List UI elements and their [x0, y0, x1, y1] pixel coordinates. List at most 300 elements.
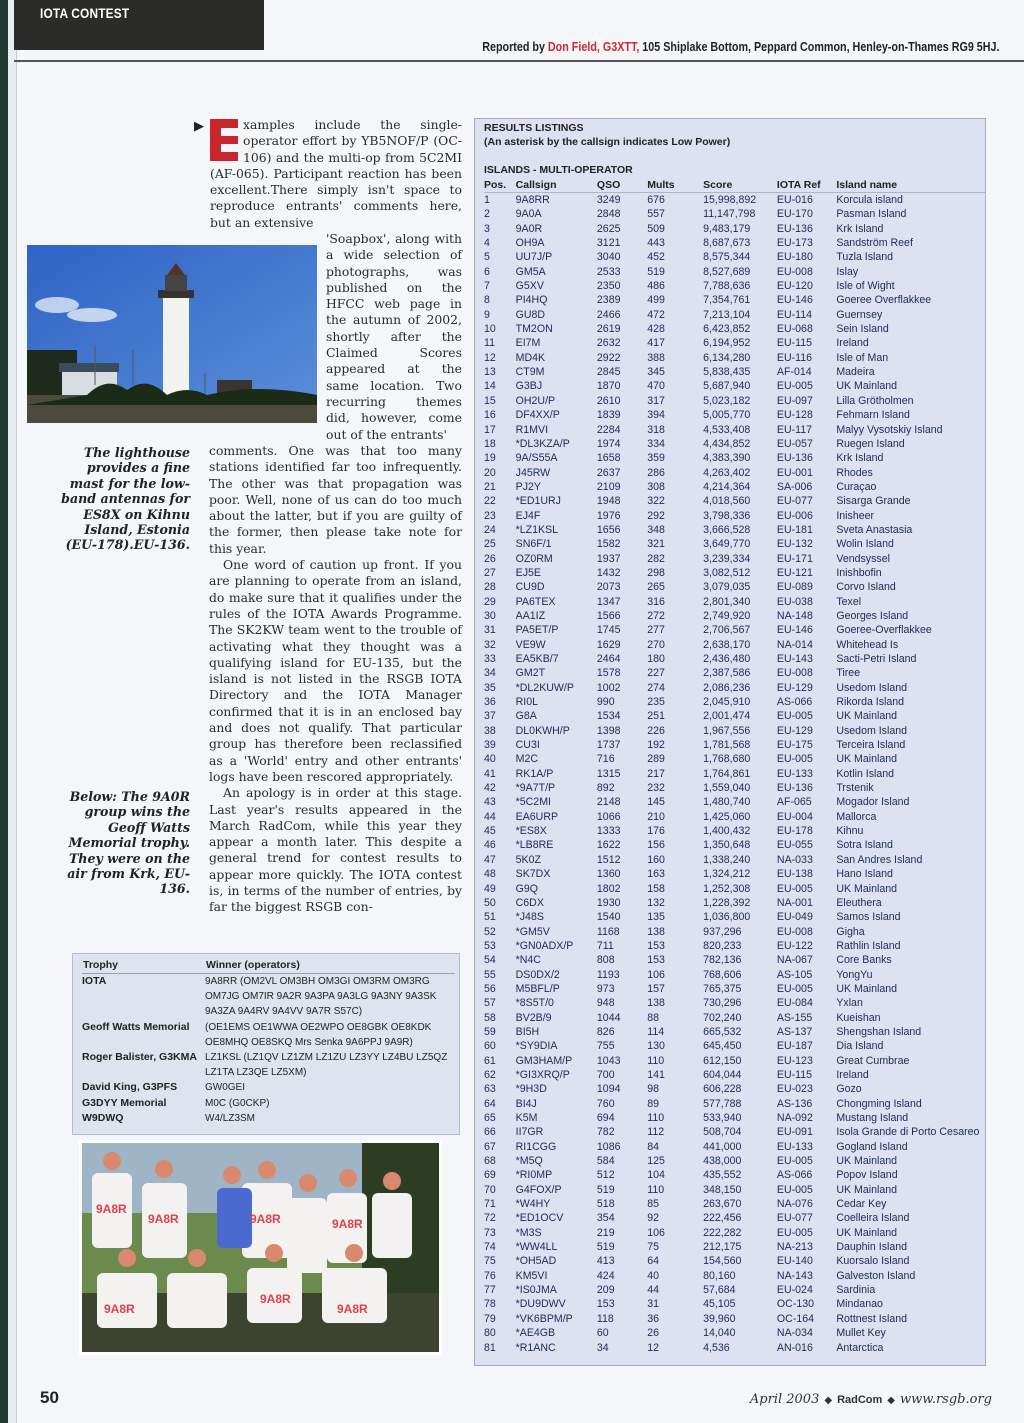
position: 28: [484, 581, 496, 594]
mults: 292: [647, 509, 665, 522]
island-name: Dauphin Island: [836, 1241, 908, 1254]
callsign: AA1IZ: [515, 609, 546, 622]
trophy-row: [82, 1096, 455, 1111]
results-row: [484, 1269, 985, 1283]
qso-count: 2845: [596, 366, 621, 379]
island-name: Sein Island: [836, 323, 889, 336]
iota-ref: EU-171: [776, 552, 813, 565]
iota-ref: EU-146: [776, 624, 813, 637]
score: 4,533,408: [703, 423, 751, 436]
score: 39,960: [703, 1312, 736, 1325]
mults: 321: [647, 538, 665, 551]
callsign: OH2U/P: [515, 394, 556, 407]
qso-count: 34: [596, 1341, 609, 1354]
iota-ref: NA-213: [776, 1241, 813, 1254]
callsign: *M5Q: [515, 1155, 543, 1168]
callsign: *AE4GB: [515, 1327, 556, 1340]
island-name: Sacti-Petri Island: [836, 653, 917, 665]
callsign: OZ0RM: [515, 552, 553, 565]
position: 10: [484, 323, 496, 336]
iota-ref: EU-005: [776, 380, 813, 393]
results-row: [484, 1054, 985, 1068]
iota-ref: EU-005: [776, 710, 813, 723]
results-row: [484, 222, 985, 236]
results-row: [484, 351, 985, 365]
position: 3: [484, 222, 490, 235]
byline: [483, 40, 1000, 54]
island-name: Kotlin Island: [836, 767, 895, 780]
mults: 282: [647, 552, 665, 565]
position: 72: [484, 1212, 496, 1225]
iota-ref: NA-067: [776, 954, 813, 967]
mults: 210: [647, 810, 665, 823]
score: 3,082,512: [703, 566, 751, 579]
callsign: VE9W: [515, 638, 546, 651]
qso-count: 2848: [596, 208, 621, 221]
mults: 272: [647, 609, 665, 622]
results-row: [484, 623, 985, 637]
position: 37: [484, 710, 496, 723]
mults: 114: [647, 1025, 665, 1038]
iota-ref: AS-105: [776, 968, 813, 981]
mults: 308: [647, 480, 665, 493]
iota-ref: EU-136: [776, 452, 813, 465]
mults: 98: [647, 1083, 660, 1096]
mults: 110: [647, 1054, 665, 1067]
winner-header: Winner (operators): [205, 957, 455, 974]
mults: 40: [647, 1269, 660, 1282]
position: 74: [484, 1241, 496, 1254]
iota-ref: EU-143: [776, 653, 813, 665]
score: 4,018,560: [703, 495, 751, 508]
score: 1,559,040: [703, 782, 751, 795]
score: 665,532: [703, 1025, 742, 1038]
position: 44: [484, 810, 496, 823]
qso-count: 1315: [596, 767, 621, 780]
callsign: M2C: [515, 753, 539, 766]
score: 2,638,170: [703, 638, 751, 651]
results-row: [484, 279, 985, 293]
results-row: [484, 423, 985, 437]
island-name: Fehmarn Island: [836, 409, 910, 422]
score: 45,105: [703, 1298, 736, 1311]
island-name: Malyy Vysotskiy Island: [836, 423, 943, 436]
island-name: Hano Island: [836, 868, 893, 881]
qso-count: 1948: [596, 495, 621, 508]
iota-ref: AN-016: [776, 1341, 813, 1354]
mults: 36: [647, 1312, 660, 1325]
position: 12: [484, 351, 496, 364]
island-name: Texel: [836, 595, 862, 608]
results-row: [484, 724, 985, 738]
position: 22: [484, 495, 496, 508]
callsign: 9A8RR: [515, 194, 550, 206]
score: 435,552: [703, 1169, 742, 1182]
qso-count: 354: [596, 1212, 615, 1225]
iota-ref: EU-114: [776, 308, 813, 321]
mults: 145: [647, 796, 665, 809]
callsign: *LB8RE: [515, 839, 554, 852]
position: 26: [484, 552, 496, 565]
position: 58: [484, 1011, 496, 1024]
island-name: Ireland: [836, 1068, 869, 1081]
island-name: Mullet Key: [836, 1327, 886, 1340]
results-row: [484, 738, 985, 752]
position: 45: [484, 825, 496, 838]
callsign: MD4K: [515, 351, 546, 364]
iota-ref: NA-034: [776, 1327, 813, 1340]
score: 3,239,334: [703, 552, 751, 565]
island-name: Eleuthera: [836, 896, 882, 909]
results-listing-box: [474, 118, 986, 1366]
position: 18: [484, 437, 496, 450]
mults: 428: [647, 323, 665, 336]
website-url[interactable]: www.rsgb.org: [900, 1392, 992, 1407]
mults: 106: [647, 968, 665, 981]
position: 64: [484, 1097, 496, 1110]
mults: 26: [647, 1327, 660, 1340]
score: 11,147,798: [703, 208, 756, 221]
score: 7,788,636: [703, 280, 751, 293]
col-mults: Mults: [647, 177, 703, 193]
qso-count: 519: [596, 1241, 615, 1254]
callsign: CT9M: [515, 366, 545, 379]
score: 508,704: [703, 1126, 742, 1139]
qso-count: 892: [596, 782, 615, 795]
position: 65: [484, 1112, 496, 1124]
position: 25: [484, 538, 496, 551]
mults: 132: [647, 896, 665, 909]
iota-ref: EU-136: [776, 222, 813, 235]
qso-count: 512: [596, 1169, 615, 1182]
score: 5,838,435: [703, 366, 751, 379]
footer-info: [750, 1391, 992, 1407]
score: 1,781,568: [703, 739, 751, 752]
qso-count: 209: [596, 1284, 615, 1297]
results-title: RESULTS LISTINGS: [484, 122, 584, 134]
results-row: [484, 537, 985, 551]
score: 6,134,280: [703, 351, 751, 364]
arrow-icon: ▶: [194, 118, 204, 133]
iota-ref: AS-066: [776, 1169, 813, 1182]
qso-count: 153: [596, 1298, 615, 1311]
iota-ref: EU-133: [776, 767, 813, 780]
position: 63: [484, 1083, 496, 1096]
island-name: Usedom Island: [836, 724, 908, 737]
position: 47: [484, 853, 496, 866]
score: 1,480,740: [703, 796, 751, 809]
iota-ref: EU-121: [776, 566, 813, 579]
island-name: Coelleira Island: [836, 1212, 910, 1225]
results-row: [484, 552, 985, 566]
island-name: Madeira: [836, 366, 875, 379]
trophy-table: [82, 957, 455, 1126]
results-row: [484, 1341, 985, 1355]
position: 68: [484, 1155, 496, 1168]
score: 820,233: [703, 939, 742, 952]
position: 1: [484, 194, 490, 206]
island-name: Kihnu: [836, 825, 864, 838]
mults: 486: [647, 280, 665, 293]
mults: 217: [647, 767, 665, 780]
callsign: *9H3D: [515, 1083, 547, 1096]
position: 55: [484, 968, 496, 981]
byline-address: 105 Shiplake Bottom, Peppard Common, Henley-on-Thames RG9 5HJ.: [639, 40, 1000, 54]
position: 76: [484, 1269, 496, 1282]
island-name: Sveta Anastasia: [836, 523, 913, 536]
qso-count: 1360: [596, 868, 621, 881]
iota-ref: EU-146: [776, 294, 813, 307]
island-name: Inishbofin: [836, 566, 882, 579]
score: 612,150: [703, 1054, 742, 1067]
trophy-name: IOTA: [82, 975, 107, 987]
results-row: [484, 638, 985, 652]
position: 5: [484, 251, 490, 264]
score: 1,400,432: [703, 825, 751, 838]
qso-count: 1737: [596, 739, 621, 752]
page-number: 50: [40, 1388, 59, 1407]
island-name: Guernsey: [836, 308, 883, 321]
score: 2,045,910: [703, 696, 751, 709]
iota-ref: EU-008: [776, 925, 813, 938]
callsign: DS0DX/2: [515, 968, 560, 981]
callsign: *5C2MI: [515, 796, 551, 809]
position: 49: [484, 882, 496, 895]
position: 69: [484, 1169, 496, 1182]
score: 3,798,336: [703, 509, 751, 522]
mults: 265: [647, 581, 665, 594]
results-note: (An asterisk by the callsign indicates Low Power): [484, 136, 731, 148]
trophy-box: [72, 953, 460, 1135]
island-name: Terceira Island: [836, 739, 906, 752]
position: 60: [484, 1040, 496, 1053]
score: 154,560: [703, 1255, 742, 1268]
iota-ref: EU-129: [776, 681, 813, 694]
mults: 31: [647, 1298, 660, 1311]
callsign: G3BJ: [515, 380, 543, 393]
results-row: [484, 767, 985, 781]
qso-count: 1002: [596, 681, 621, 694]
island-name: Mallorca: [836, 810, 877, 823]
trophy-name: G3DYY Memorial: [82, 1096, 167, 1109]
results-row: [484, 1254, 985, 1268]
col-qso: QSO: [597, 177, 647, 193]
qso-count: 584: [596, 1155, 615, 1168]
island-name: UK Mainland: [836, 882, 897, 895]
position: 9: [484, 308, 490, 321]
results-row: [484, 322, 985, 336]
position: 51: [484, 911, 496, 924]
byline-author: Don Field, G3XTT,: [548, 40, 640, 54]
paragraph-3: An apology is in order at this stage. Last year's results appeared in the March RadCom, while this year they appear a month later. This despite a general trend for contest results to appear more quickly. The IOTA contest is, in terms of the number of entries, by far the biggest RSGB con-: [209, 785, 462, 915]
results-row: [484, 867, 985, 881]
qso-count: 518: [596, 1198, 615, 1211]
island-name: Shengshan Island: [836, 1025, 922, 1038]
position: 62: [484, 1068, 496, 1081]
callsign: *GI3XRQ/P: [515, 1068, 570, 1081]
position: 48: [484, 868, 496, 881]
island-name: UK Mainland: [836, 982, 897, 995]
callsign: *GM5V: [515, 925, 550, 938]
mults: 12: [647, 1341, 660, 1354]
mults: 334: [647, 437, 665, 450]
mults: 348: [647, 523, 665, 536]
island-name: Pasman Island: [836, 208, 907, 221]
score: 6,423,852: [703, 323, 751, 336]
position: 61: [484, 1054, 496, 1067]
qso-count: 1656: [596, 523, 621, 536]
trophy-name: David King, G3PFS: [82, 1081, 178, 1094]
iota-ref: EU-024: [776, 1284, 813, 1297]
score: 2,387,586: [703, 667, 751, 680]
position: 70: [484, 1183, 496, 1196]
mults: 112: [647, 1126, 665, 1139]
iota-ref: NA-033: [776, 853, 813, 866]
results-row: [484, 695, 985, 709]
lighthouse-caption: The lighthouse provides a fine mast for the low-band antennas for ES8X on Kihnu Island, Estonia (EU-178).EU-136.: [61, 445, 190, 553]
mults: 106: [647, 1226, 665, 1239]
island-name: UK Mainland: [836, 380, 897, 393]
callsign: G5XV: [515, 280, 544, 293]
qso-count: 808: [596, 954, 615, 967]
drop-cap: [210, 119, 238, 161]
qso-count: 2073: [596, 581, 621, 594]
results-row: [484, 480, 985, 494]
results-row: [484, 1025, 985, 1039]
position: 30: [484, 609, 496, 622]
results-row: [484, 1097, 985, 1111]
callsign: 9A0R: [515, 222, 543, 235]
qso-count: 1044: [596, 1011, 621, 1024]
qso-count: 2610: [596, 394, 621, 407]
score: 2,001,474: [703, 710, 751, 723]
island-name: Korcula island: [836, 194, 903, 206]
island-name: Mogador Island: [836, 796, 910, 809]
qso-count: 755: [596, 1040, 615, 1053]
island-name: Whitehead Is: [836, 638, 899, 651]
callsign: *SY9DIA: [515, 1040, 558, 1053]
mults: 322: [647, 495, 665, 508]
results-row: [484, 652, 985, 666]
score: 2,086,236: [703, 681, 751, 694]
callsign: *8S5T/0: [515, 997, 554, 1010]
trophy-row: [82, 1111, 455, 1126]
score: 1,036,800: [703, 911, 751, 924]
island-name: Trstenik: [836, 782, 874, 795]
score: 1,324,212: [703, 868, 751, 881]
score: 577,788: [703, 1097, 742, 1110]
callsign: EJ4F: [515, 509, 541, 522]
island-name: Rikorda Island: [836, 696, 905, 709]
results-row: [484, 265, 985, 279]
mults: 388: [647, 351, 665, 364]
iota-ref: EU-091: [776, 1126, 813, 1139]
score: 222,456: [703, 1212, 742, 1225]
position: 23: [484, 509, 496, 522]
col-pos: Pos.: [484, 177, 516, 193]
iota-ref: EU-115: [776, 337, 813, 350]
iota-ref: EU-178: [776, 825, 813, 838]
iota-ref: EU-005: [776, 1183, 813, 1196]
qso-count: 1094: [596, 1083, 621, 1096]
qso-count: 826: [596, 1025, 615, 1038]
qso-count: 2109: [596, 480, 621, 493]
mults: 138: [647, 925, 665, 938]
mults: 519: [647, 265, 665, 278]
iota-ref: EU-133: [776, 1140, 813, 1153]
iota-ref: EU-136: [776, 782, 813, 795]
results-row: [484, 494, 985, 508]
island-name: Popov Island: [836, 1169, 898, 1182]
results-row: [484, 308, 985, 322]
score: 7,213,104: [703, 308, 751, 321]
mults: 160: [647, 853, 665, 866]
callsign: *RI0MP: [515, 1169, 553, 1182]
score: 765,375: [703, 982, 742, 995]
island-name: Lilla Grötholmen: [836, 394, 914, 407]
results-row: [484, 982, 985, 996]
iota-ref: EU-129: [776, 724, 813, 737]
iota-ref: EU-115: [776, 1068, 813, 1081]
callsign: 5K0Z: [515, 853, 541, 866]
mults: 176: [647, 825, 665, 838]
position: 15: [484, 394, 496, 407]
mults: 64: [647, 1255, 660, 1268]
mults: 84: [647, 1140, 660, 1153]
callsign: *WW4LL: [515, 1241, 558, 1254]
qso-count: 1168: [596, 925, 620, 938]
score: 768,606: [703, 968, 742, 981]
callsign: BI5H: [515, 1025, 540, 1038]
iota-ref: EU-055: [776, 839, 813, 852]
iota-ref: EU-173: [776, 237, 813, 250]
results-row: [484, 838, 985, 852]
diamond-icon: ◆: [887, 1395, 895, 1406]
position: 31: [484, 624, 496, 637]
iota-ref: AF-065: [776, 796, 812, 809]
iota-ref: EU-068: [776, 323, 813, 336]
callsign: *9A7T/P: [515, 782, 556, 795]
score: 263,670: [703, 1198, 742, 1211]
trophy-header: Trophy: [82, 957, 205, 974]
results-row: [484, 408, 985, 422]
iota-ref: EU-089: [776, 581, 813, 594]
callsign: *M3S: [515, 1226, 542, 1239]
callsign: *GN0ADX/P: [515, 939, 574, 952]
qso-count: 1629: [596, 638, 621, 651]
results-row: [484, 896, 985, 910]
score: 14,040: [703, 1327, 736, 1340]
qso-count: 711: [596, 939, 614, 952]
results-row: [484, 394, 985, 408]
mults: 85: [647, 1198, 660, 1211]
mults: 89: [647, 1097, 660, 1110]
island-name: Sotra Island: [836, 839, 893, 852]
callsign: *LZ1KSL: [515, 523, 559, 536]
qso-count: 694: [596, 1112, 615, 1124]
score: 8,687,673: [703, 237, 751, 250]
qso-count: 948: [596, 997, 615, 1010]
trophy-winner: GW0GEI: [205, 1082, 246, 1094]
callsign: GU8D: [515, 308, 546, 321]
results-row: [484, 1240, 985, 1254]
mults: 277: [647, 624, 665, 637]
results-row: [484, 379, 985, 393]
callsign: *ED1URJ: [515, 495, 561, 508]
island-name: Tuzla Island: [836, 251, 894, 264]
results-row: [484, 207, 985, 221]
results-row: [484, 681, 985, 695]
